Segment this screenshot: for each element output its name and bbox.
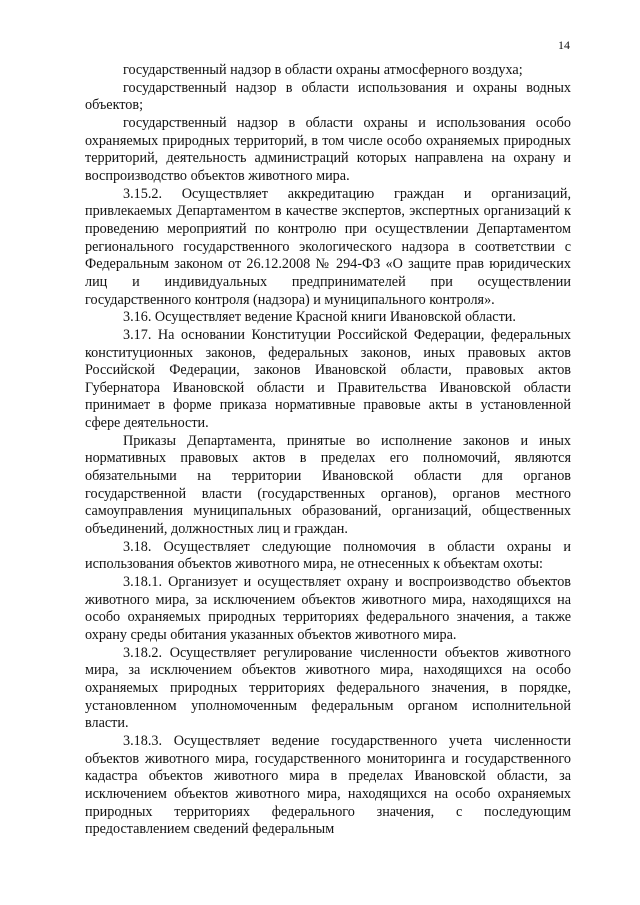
paragraph-3-18-2: 3.18.2. Осуществляет регулирование численности объектов животного мира, за исключением объектов животного мира, находящихся на особо охраняемых природных территориях федерального значения, в порядке, установленном уполномоченным федеральным органом исполнительной власти.	[85, 644, 571, 732]
paragraph-department-orders: Приказы Департамента, принятые во исполнение законов и иных нормативных правовых актов в пределах его полномочий, являются обязательными на территории Ивановской области для органов государственной власти (государственных органов), органов местного самоуправления муниципальных образований, организаций, общественных объединений, должностных лиц и граждан.	[85, 432, 571, 538]
paragraph-3-18-3: 3.18.3. Осуществляет ведение государственного учета численности объектов животного мира, государственного мониторинга и государственного кадастра объектов животного мира в пределах Ивановской области, за исключением объектов животного мира, находящихся на особо охраняемых природных территориях федерального значения, с последующим предоставлением сведений федеральным	[85, 732, 571, 838]
paragraph-3-15-2: 3.15.2. Осуществляет аккредитацию граждан и организаций, привлекаемых Департаментом в качестве экспертов, экспертных организаций к проведению мероприятий по контролю при осуществлении Департаментом регионального государственного экологического надзора в соответствии с Федеральным законом от 26.12.2008 № 294-ФЗ «О защите прав юридических лиц и индивидуальных предпринимателей при осуществлении государственного контроля (надзора) и муниципального контроля».	[85, 185, 571, 308]
paragraph-3-16: 3.16. Осуществляет ведение Красной книги Ивановской области.	[123, 309, 516, 326]
paragraph-protected-areas-supervision: государственный надзор в области охраны и использования особо охраняемых природных территорий, в том числе особо охраняемых природных территорий, деятельность администраций которых направлена на охрану и воспроизводство объектов животного мира.	[85, 114, 571, 184]
paragraph-3-18-1: 3.18.1. Организует и осуществляет охрану и воспроизводство объектов животного мира, за исключением объектов животного мира, находящихся на особо охраняемых природных территориях федерального значения, а также охрану среды обитания указанных объектов животного мира.	[85, 574, 571, 643]
paragraph-air-supervision: государственный надзор в области охраны атмосферного воздуха;	[123, 62, 523, 78]
body-text	[85, 62, 571, 839]
page-number: 14	[558, 38, 570, 52]
paragraph-3-18: 3.18. Осуществляет следующие полномочия в области охраны и использования объектов животного мира, не отнесенных к объектам охоты:	[85, 538, 571, 573]
paragraph-3-17: 3.17. На основании Конституции Российской Федерации, федеральных конституционных законов, федеральных законов, иных правовых актов Российской Федерации, законов Ивановской области, правовых актов Губернатора Ивановской области и Правительства Ивановской области принимает в форме приказа нормативные правовые акты в установленной сфере деятельности.	[85, 326, 571, 432]
paragraph-water-supervision: государственный надзор в области использования и охраны водных объектов;	[85, 79, 571, 114]
